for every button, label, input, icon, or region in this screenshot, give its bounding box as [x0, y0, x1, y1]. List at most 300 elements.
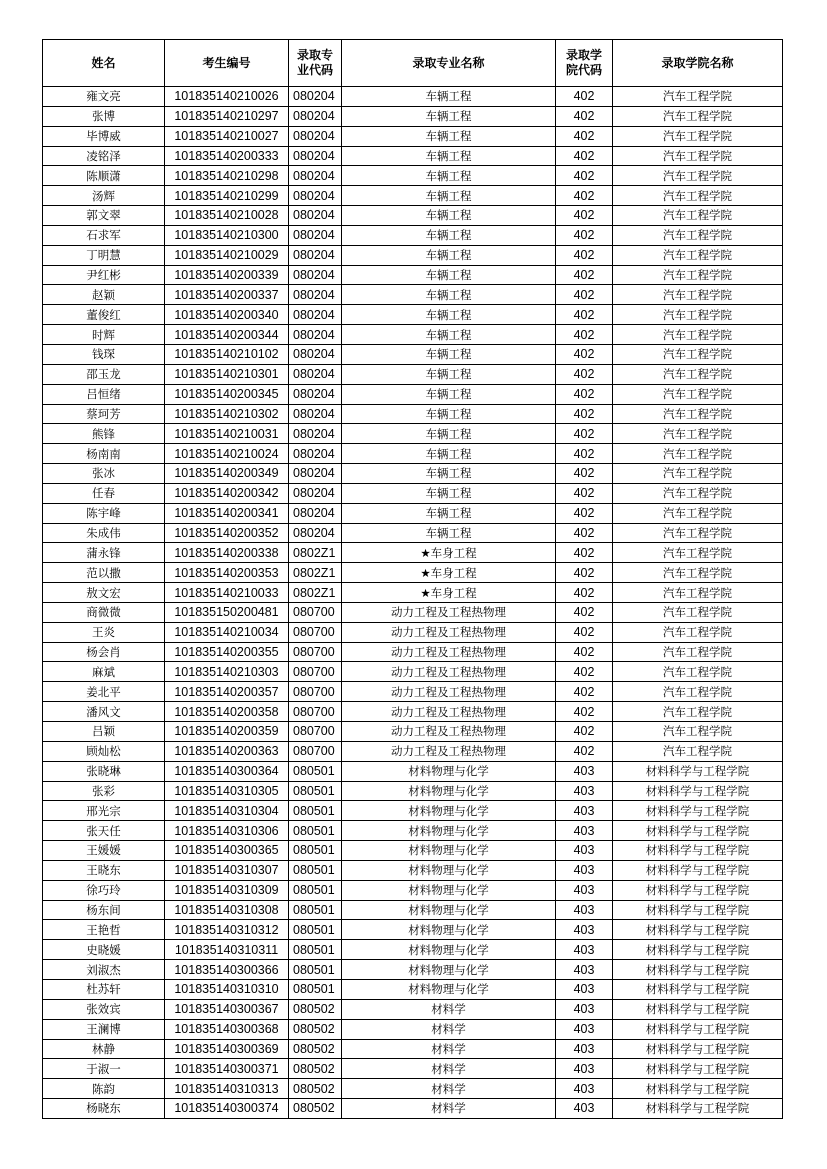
cell-college-name: 汽车工程学院 [613, 186, 783, 206]
cell-college-code: 402 [556, 702, 613, 722]
cell-college-code: 403 [556, 940, 613, 960]
cell-exam-id: 101835140200333 [165, 146, 289, 166]
cell-college-name: 汽车工程学院 [613, 404, 783, 424]
table-row [43, 384, 783, 404]
admission-table [42, 39, 783, 1119]
cell-college-name: 汽车工程学院 [613, 364, 783, 384]
table-row [43, 265, 783, 285]
cell-major-name: 材料物理与化学 [342, 761, 556, 781]
table-row [43, 841, 783, 861]
cell-college-name: 汽车工程学院 [613, 344, 783, 364]
cell-name: 潘风文 [43, 702, 165, 722]
cell-major-code: 080501 [289, 920, 342, 940]
cell-exam-id: 101835140200339 [165, 265, 289, 285]
cell-college-name: 汽车工程学院 [613, 245, 783, 265]
cell-college-code: 402 [556, 642, 613, 662]
cell-exam-id: 101835140310307 [165, 860, 289, 880]
cell-exam-id: 101835140210300 [165, 225, 289, 245]
cell-college-name: 汽车工程学院 [613, 444, 783, 464]
cell-major-code: 080700 [289, 602, 342, 622]
cell-major-name: 材料学 [342, 999, 556, 1019]
cell-college-name: 汽车工程学院 [613, 741, 783, 761]
header-college-code [556, 40, 613, 87]
cell-major-name: 车辆工程 [342, 106, 556, 126]
cell-college-code: 403 [556, 999, 613, 1019]
table-row [43, 741, 783, 761]
cell-major-name: 动力工程及工程热物理 [342, 682, 556, 702]
cell-college-name: 汽车工程学院 [613, 206, 783, 226]
cell-college-code: 402 [556, 206, 613, 226]
cell-exam-id: 101835140310312 [165, 920, 289, 940]
cell-college-code: 402 [556, 245, 613, 265]
cell-exam-id: 101835140210102 [165, 344, 289, 364]
cell-name: 毕博威 [43, 126, 165, 146]
cell-major-code: 080204 [289, 523, 342, 543]
cell-major-name: 车辆工程 [342, 523, 556, 543]
cell-college-code: 403 [556, 900, 613, 920]
cell-college-code: 402 [556, 483, 613, 503]
cell-college-name: 汽车工程学院 [613, 583, 783, 603]
cell-exam-id: 101835140300374 [165, 1099, 289, 1119]
cell-college-code: 402 [556, 285, 613, 305]
cell-college-code: 402 [556, 424, 613, 444]
cell-exam-id: 101835140210301 [165, 364, 289, 384]
cell-major-name: 材料物理与化学 [342, 801, 556, 821]
cell-major-code: 080501 [289, 801, 342, 821]
cell-major-name: 材料学 [342, 1039, 556, 1059]
cell-major-code: 080204 [289, 166, 342, 186]
table-row [43, 483, 783, 503]
cell-major-code: 080502 [289, 1099, 342, 1119]
cell-major-name: 车辆工程 [342, 404, 556, 424]
cell-name: 张冰 [43, 464, 165, 484]
table-row [43, 1099, 783, 1119]
cell-major-code: 080502 [289, 999, 342, 1019]
cell-exam-id: 101835140200355 [165, 642, 289, 662]
cell-name: 商微微 [43, 602, 165, 622]
cell-college-name: 汽车工程学院 [613, 126, 783, 146]
cell-college-name: 汽车工程学院 [613, 146, 783, 166]
cell-major-code: 080204 [289, 186, 342, 206]
table-row [43, 563, 783, 583]
cell-exam-id: 101835140300368 [165, 1019, 289, 1039]
cell-name: 任春 [43, 483, 165, 503]
cell-college-code: 403 [556, 979, 613, 999]
cell-name: 丁明慧 [43, 245, 165, 265]
cell-major-name: 材料学 [342, 1059, 556, 1079]
cell-major-code: 080501 [289, 940, 342, 960]
table-row [43, 305, 783, 325]
cell-college-code: 403 [556, 1059, 613, 1079]
cell-college-name: 汽车工程学院 [613, 106, 783, 126]
cell-college-code: 402 [556, 186, 613, 206]
table-row [43, 979, 783, 999]
table-row [43, 900, 783, 920]
table-body [43, 87, 783, 1119]
cell-name: 朱成伟 [43, 523, 165, 543]
cell-major-code: 080501 [289, 880, 342, 900]
cell-college-name: 材料科学与工程学院 [613, 1019, 783, 1039]
cell-college-code: 403 [556, 880, 613, 900]
cell-college-name: 材料科学与工程学院 [613, 880, 783, 900]
cell-major-name: 动力工程及工程热物理 [342, 622, 556, 642]
table-row [43, 186, 783, 206]
cell-college-name: 材料科学与工程学院 [613, 821, 783, 841]
cell-college-name: 材料科学与工程学院 [613, 940, 783, 960]
cell-college-code: 403 [556, 761, 613, 781]
cell-college-name: 汽车工程学院 [613, 384, 783, 404]
cell-major-code: 080204 [289, 325, 342, 345]
cell-exam-id: 101835140300371 [165, 1059, 289, 1079]
cell-exam-id: 101835140310309 [165, 880, 289, 900]
cell-college-code: 402 [556, 503, 613, 523]
cell-major-name: 车辆工程 [342, 503, 556, 523]
cell-exam-id: 101835140310310 [165, 979, 289, 999]
table-row [43, 920, 783, 940]
cell-major-code: 080204 [289, 364, 342, 384]
cell-major-code: 080204 [289, 464, 342, 484]
cell-college-code: 403 [556, 1079, 613, 1099]
cell-major-code: 080204 [289, 106, 342, 126]
cell-college-name: 材料科学与工程学院 [613, 1079, 783, 1099]
cell-college-name: 汽车工程学院 [613, 285, 783, 305]
cell-major-name: 车辆工程 [342, 245, 556, 265]
cell-college-code: 402 [556, 384, 613, 404]
cell-major-name: 车辆工程 [342, 186, 556, 206]
cell-major-code: 080204 [289, 87, 342, 107]
cell-major-name: 材料学 [342, 1019, 556, 1039]
cell-major-name: 材料学 [342, 1099, 556, 1119]
cell-name: 王艳哲 [43, 920, 165, 940]
cell-major-code: 080204 [289, 265, 342, 285]
cell-major-code: 080502 [289, 1059, 342, 1079]
cell-college-code: 403 [556, 821, 613, 841]
cell-college-name: 材料科学与工程学院 [613, 1099, 783, 1119]
cell-major-code: 080204 [289, 285, 342, 305]
cell-major-code: 0802Z1 [289, 583, 342, 603]
cell-major-code: 080502 [289, 1019, 342, 1039]
table-row [43, 761, 783, 781]
cell-college-name: 汽车工程学院 [613, 464, 783, 484]
cell-name: 敖文宏 [43, 583, 165, 603]
cell-exam-id: 101835140310304 [165, 801, 289, 821]
cell-name: 王炎 [43, 622, 165, 642]
cell-major-code: 080700 [289, 622, 342, 642]
cell-college-code: 402 [556, 583, 613, 603]
cell-major-name: ★车身工程 [342, 563, 556, 583]
cell-major-code: 080204 [289, 245, 342, 265]
header-major-code [289, 40, 342, 87]
cell-college-code: 402 [556, 543, 613, 563]
cell-exam-id: 101835140300364 [165, 761, 289, 781]
cell-major-code: 080204 [289, 126, 342, 146]
cell-major-code: 080501 [289, 761, 342, 781]
table-row [43, 166, 783, 186]
cell-name: 姜北平 [43, 682, 165, 702]
cell-name: 张博 [43, 106, 165, 126]
table-row [43, 285, 783, 305]
cell-major-code: 080204 [289, 424, 342, 444]
table-row [43, 642, 783, 662]
cell-college-code: 403 [556, 860, 613, 880]
cell-major-code: 080700 [289, 682, 342, 702]
cell-name: 杜苏轩 [43, 979, 165, 999]
cell-college-name: 汽车工程学院 [613, 166, 783, 186]
cell-college-code: 403 [556, 960, 613, 980]
cell-college-name: 汽车工程学院 [613, 424, 783, 444]
cell-college-code: 402 [556, 344, 613, 364]
cell-name: 张晓琳 [43, 761, 165, 781]
cell-exam-id: 101835140200357 [165, 682, 289, 702]
table-row [43, 821, 783, 841]
table-row [43, 106, 783, 126]
cell-name: 王澜博 [43, 1019, 165, 1039]
cell-major-name: 材料物理与化学 [342, 841, 556, 861]
cell-exam-id: 101835140200344 [165, 325, 289, 345]
cell-name: 范以撒 [43, 563, 165, 583]
cell-college-code: 402 [556, 106, 613, 126]
cell-college-code: 402 [556, 722, 613, 742]
cell-major-code: 080204 [289, 503, 342, 523]
cell-exam-id: 101835140210302 [165, 404, 289, 424]
table-row [43, 464, 783, 484]
cell-name: 凌铭泽 [43, 146, 165, 166]
cell-college-code: 403 [556, 920, 613, 940]
table-row [43, 662, 783, 682]
cell-college-code: 402 [556, 404, 613, 424]
cell-exam-id: 101835140210028 [165, 206, 289, 226]
cell-college-name: 汽车工程学院 [613, 503, 783, 523]
cell-college-name: 汽车工程学院 [613, 523, 783, 543]
cell-major-name: 车辆工程 [342, 424, 556, 444]
cell-college-code: 403 [556, 841, 613, 861]
cell-college-name: 材料科学与工程学院 [613, 781, 783, 801]
cell-exam-id: 101835140210303 [165, 662, 289, 682]
cell-name: 刘淑杰 [43, 960, 165, 980]
cell-college-name: 材料科学与工程学院 [613, 1039, 783, 1059]
cell-major-code: 0802Z1 [289, 543, 342, 563]
cell-exam-id: 101835140200341 [165, 503, 289, 523]
cell-major-code: 080501 [289, 860, 342, 880]
cell-name: 雍文亮 [43, 87, 165, 107]
cell-major-name: ★车身工程 [342, 583, 556, 603]
cell-major-name: 动力工程及工程热物理 [342, 702, 556, 722]
cell-major-code: 080204 [289, 305, 342, 325]
cell-name: 麻斌 [43, 662, 165, 682]
cell-major-name: 材料物理与化学 [342, 781, 556, 801]
cell-exam-id: 101835140200363 [165, 741, 289, 761]
cell-exam-id: 101835140310311 [165, 940, 289, 960]
cell-name: 邵玉龙 [43, 364, 165, 384]
cell-college-name: 汽车工程学院 [613, 543, 783, 563]
table-row [43, 344, 783, 364]
cell-major-code: 080204 [289, 444, 342, 464]
cell-exam-id: 101835140210297 [165, 106, 289, 126]
table-row [43, 1019, 783, 1039]
cell-college-name: 汽车工程学院 [613, 87, 783, 107]
cell-exam-id: 101835140210027 [165, 126, 289, 146]
cell-major-name: 车辆工程 [342, 265, 556, 285]
cell-major-code: 080700 [289, 662, 342, 682]
table-row [43, 880, 783, 900]
cell-exam-id: 101835140210299 [165, 186, 289, 206]
table-row [43, 126, 783, 146]
table-row [43, 206, 783, 226]
cell-name: 顾灿松 [43, 741, 165, 761]
cell-major-code: 080700 [289, 722, 342, 742]
cell-major-name: 动力工程及工程热物理 [342, 642, 556, 662]
cell-name: 林静 [43, 1039, 165, 1059]
table-row [43, 1079, 783, 1099]
cell-name: 尹红彬 [43, 265, 165, 285]
cell-major-name: 车辆工程 [342, 384, 556, 404]
cell-major-name: 车辆工程 [342, 305, 556, 325]
cell-major-name: 车辆工程 [342, 364, 556, 384]
table-row [43, 860, 783, 880]
cell-college-code: 402 [556, 662, 613, 682]
cell-exam-id: 101835140200338 [165, 543, 289, 563]
cell-major-code: 080501 [289, 960, 342, 980]
cell-college-code: 403 [556, 1039, 613, 1059]
cell-college-code: 403 [556, 801, 613, 821]
cell-college-code: 402 [556, 305, 613, 325]
cell-exam-id: 101835140310308 [165, 900, 289, 920]
cell-major-name: 动力工程及工程热物理 [342, 741, 556, 761]
table-row [43, 781, 783, 801]
cell-name: 王媛媛 [43, 841, 165, 861]
cell-name: 王晓东 [43, 860, 165, 880]
cell-major-name: 车辆工程 [342, 126, 556, 146]
cell-major-code: 080204 [289, 206, 342, 226]
cell-name: 杨东间 [43, 900, 165, 920]
cell-major-code: 080204 [289, 225, 342, 245]
table-row [43, 523, 783, 543]
cell-college-code: 402 [556, 523, 613, 543]
cell-major-name: 动力工程及工程热物理 [342, 602, 556, 622]
cell-major-name: 动力工程及工程热物理 [342, 662, 556, 682]
cell-exam-id: 101835140310306 [165, 821, 289, 841]
cell-college-name: 汽车工程学院 [613, 702, 783, 722]
cell-major-name: 车辆工程 [342, 146, 556, 166]
cell-name: 陈宇峰 [43, 503, 165, 523]
table-row [43, 503, 783, 523]
cell-major-name: 材料物理与化学 [342, 960, 556, 980]
cell-name: 陈顺潇 [43, 166, 165, 186]
cell-name: 石求军 [43, 225, 165, 245]
header-college-name: 录取学院名称 [613, 40, 783, 87]
cell-college-name: 汽车工程学院 [613, 602, 783, 622]
cell-major-code: 080700 [289, 642, 342, 662]
cell-name: 邢光宗 [43, 801, 165, 821]
cell-name: 吕颖 [43, 722, 165, 742]
cell-name: 汤辉 [43, 186, 165, 206]
table-row [43, 325, 783, 345]
table-row [43, 940, 783, 960]
cell-exam-id: 101835140200345 [165, 384, 289, 404]
cell-major-code: 080501 [289, 781, 342, 801]
cell-major-name: 车辆工程 [342, 483, 556, 503]
cell-name: 张天任 [43, 821, 165, 841]
cell-major-code: 080204 [289, 404, 342, 424]
cell-college-name: 汽车工程学院 [613, 265, 783, 285]
cell-name: 蒲永锋 [43, 543, 165, 563]
table-row [43, 1059, 783, 1079]
cell-major-code: 080700 [289, 702, 342, 722]
cell-college-name: 汽车工程学院 [613, 682, 783, 702]
header-name: 姓名 [43, 40, 165, 87]
cell-college-name: 汽车工程学院 [613, 483, 783, 503]
cell-college-code: 402 [556, 602, 613, 622]
cell-college-name: 材料科学与工程学院 [613, 920, 783, 940]
cell-college-code: 402 [556, 364, 613, 384]
table-row [43, 682, 783, 702]
cell-major-code: 080501 [289, 821, 342, 841]
cell-exam-id: 101835140210024 [165, 444, 289, 464]
cell-college-name: 材料科学与工程学院 [613, 801, 783, 821]
cell-major-code: 080502 [289, 1079, 342, 1099]
cell-major-name: 材料学 [342, 1079, 556, 1099]
cell-exam-id: 101835140300365 [165, 841, 289, 861]
cell-name: 时辉 [43, 325, 165, 345]
cell-name: 董俊红 [43, 305, 165, 325]
cell-exam-id: 101835140210026 [165, 87, 289, 107]
cell-major-name: 车辆工程 [342, 444, 556, 464]
cell-name: 吕恒绪 [43, 384, 165, 404]
cell-major-name: 动力工程及工程热物理 [342, 722, 556, 742]
cell-college-code: 402 [556, 126, 613, 146]
cell-name: 郭文翠 [43, 206, 165, 226]
table-row [43, 146, 783, 166]
cell-college-code: 402 [556, 682, 613, 702]
cell-college-code: 402 [556, 464, 613, 484]
cell-college-code: 402 [556, 622, 613, 642]
cell-major-name: 材料物理与化学 [342, 860, 556, 880]
cell-exam-id: 101835140200340 [165, 305, 289, 325]
table-row [43, 225, 783, 245]
cell-college-code: 402 [556, 444, 613, 464]
cell-major-name: 材料物理与化学 [342, 900, 556, 920]
table-row [43, 602, 783, 622]
cell-exam-id: 101835140300369 [165, 1039, 289, 1059]
cell-name: 钱琛 [43, 344, 165, 364]
cell-exam-id: 101835140310305 [165, 781, 289, 801]
cell-major-code: 080204 [289, 344, 342, 364]
cell-name: 杨南南 [43, 444, 165, 464]
cell-college-code: 402 [556, 87, 613, 107]
cell-major-name: 材料物理与化学 [342, 979, 556, 999]
cell-exam-id: 101835140200337 [165, 285, 289, 305]
header-exam-id: 考生编号 [165, 40, 289, 87]
table-row [43, 404, 783, 424]
table-row [43, 622, 783, 642]
cell-college-code: 403 [556, 1019, 613, 1039]
cell-name: 赵颖 [43, 285, 165, 305]
table-row [43, 87, 783, 107]
cell-exam-id: 101835140200342 [165, 483, 289, 503]
cell-college-code: 402 [556, 146, 613, 166]
table-row [43, 801, 783, 821]
cell-exam-id: 101835150200481 [165, 602, 289, 622]
cell-exam-id: 101835140210034 [165, 622, 289, 642]
cell-name: 于淑一 [43, 1059, 165, 1079]
cell-major-code: 080501 [289, 841, 342, 861]
cell-college-code: 402 [556, 166, 613, 186]
cell-name: 张效宾 [43, 999, 165, 1019]
cell-college-name: 汽车工程学院 [613, 642, 783, 662]
cell-exam-id: 101835140300367 [165, 999, 289, 1019]
header-major-code-line1: 录取专 [296, 48, 333, 62]
cell-college-code: 402 [556, 741, 613, 761]
